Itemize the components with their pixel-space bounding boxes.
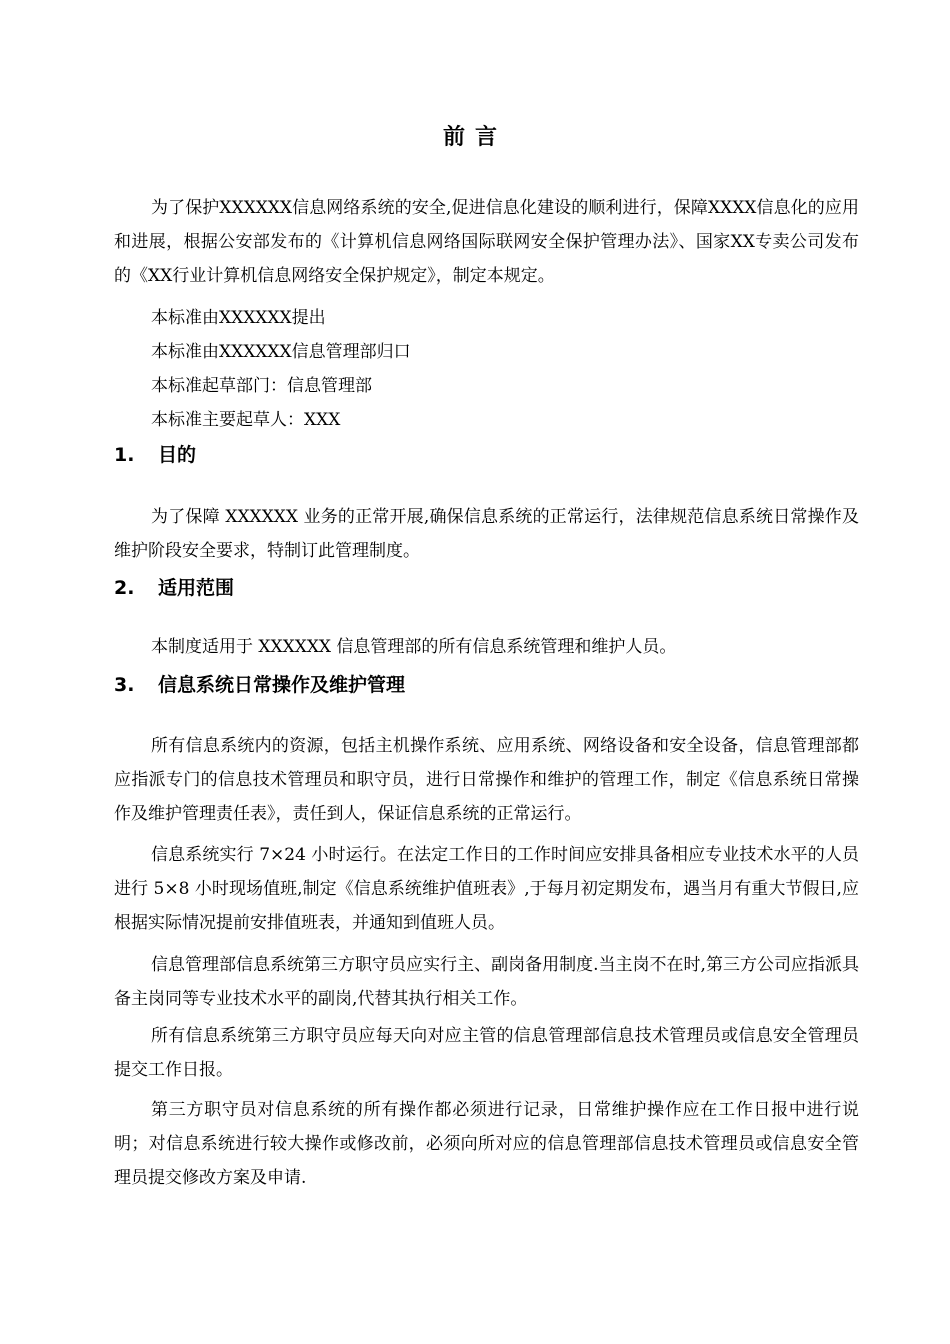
section-paragraph: 所有信息系统内的资源，包括主机操作系统、应用系统、网络设备和安全设备，信息管理部都应指派专门的信息技术管理员和职守员，进行日常操作和维护的管理工作，制定《信息系统日常操作及维护管理责任表》，责任到人，保证信息系统的正常运行。 bbox=[114, 736, 859, 824]
section-heading bbox=[114, 670, 859, 700]
section-paragraph: 信息管理部信息系统第三方职守员应实行主、副岗备用制度.当主岗不在时,第三方公司应指派具备主岗同等专业技术水平的副岗,代替其执行相关工作。 bbox=[114, 955, 859, 1009]
preface-line: 本标准由XXXXXX提出 bbox=[151, 308, 326, 328]
section-number: 3. bbox=[114, 674, 135, 696]
section-paragraph: 信息系统实行 7×24 小时运行。在法定工作日的工作时间应安排具备相应专业技术水平的人员进行 5×8 小时现场值班,制定《信息系统维护值班表》,于每月初定期发布，遇当月有重大节假日,应根据实际情况提前安排值班表，并通知到值班人员。 bbox=[114, 845, 859, 933]
section-heading bbox=[114, 573, 859, 603]
section-title: 适用范围 bbox=[158, 577, 235, 599]
section-paragraph: 第三方职守员对信息系统的所有操作都必须进行记录，日常维护操作应在工作日报中进行说明；对信息系统进行较大操作或修改前，必须向所对应的信息管理部信息技术管理员或信息安全管理员提交修改方案及申请. bbox=[114, 1100, 859, 1188]
section-title: 信息系统日常操作及维护管理 bbox=[158, 674, 406, 696]
section-title: 目的 bbox=[158, 444, 197, 466]
section-number: 1. bbox=[114, 444, 135, 466]
section-paragraph: 为了保障 XXXXXX 业务的正常开展,确保信息系统的正常运行，法律规范信息系统日常操作及维护阶段安全要求，特制订此管理制度。 bbox=[114, 507, 859, 561]
preface-line: 本标准起草部门：信息管理部 bbox=[151, 376, 372, 396]
section-paragraph: 本制度适用于 XXXXXX 信息管理部的所有信息系统管理和维护人员。 bbox=[151, 637, 677, 657]
preface-paragraph: 为了保护XXXXXX信息网络系统的安全,促进信息化建设的顺利进行，保障XXXX信息化的应用和进展，根据公安部发布的《计算机信息网络国际联网安全保护管理办法》、国家XX专卖公司发布的《XX行业计算机信息网络安全保护规定》，制定本规定。 bbox=[114, 198, 859, 286]
section-paragraph: 所有信息系统第三方职守员应每天向对应主管的信息管理部信息技术管理员或信息安全管理员提交工作日报。 bbox=[114, 1026, 859, 1080]
section-heading bbox=[114, 440, 859, 470]
preface-line: 本标准主要起草人：XXX bbox=[151, 410, 341, 430]
page-title: 前言 bbox=[442, 125, 507, 150]
section-number: 2. bbox=[114, 577, 135, 599]
preface-line: 本标准由XXXXXX信息管理部归口 bbox=[151, 342, 411, 362]
